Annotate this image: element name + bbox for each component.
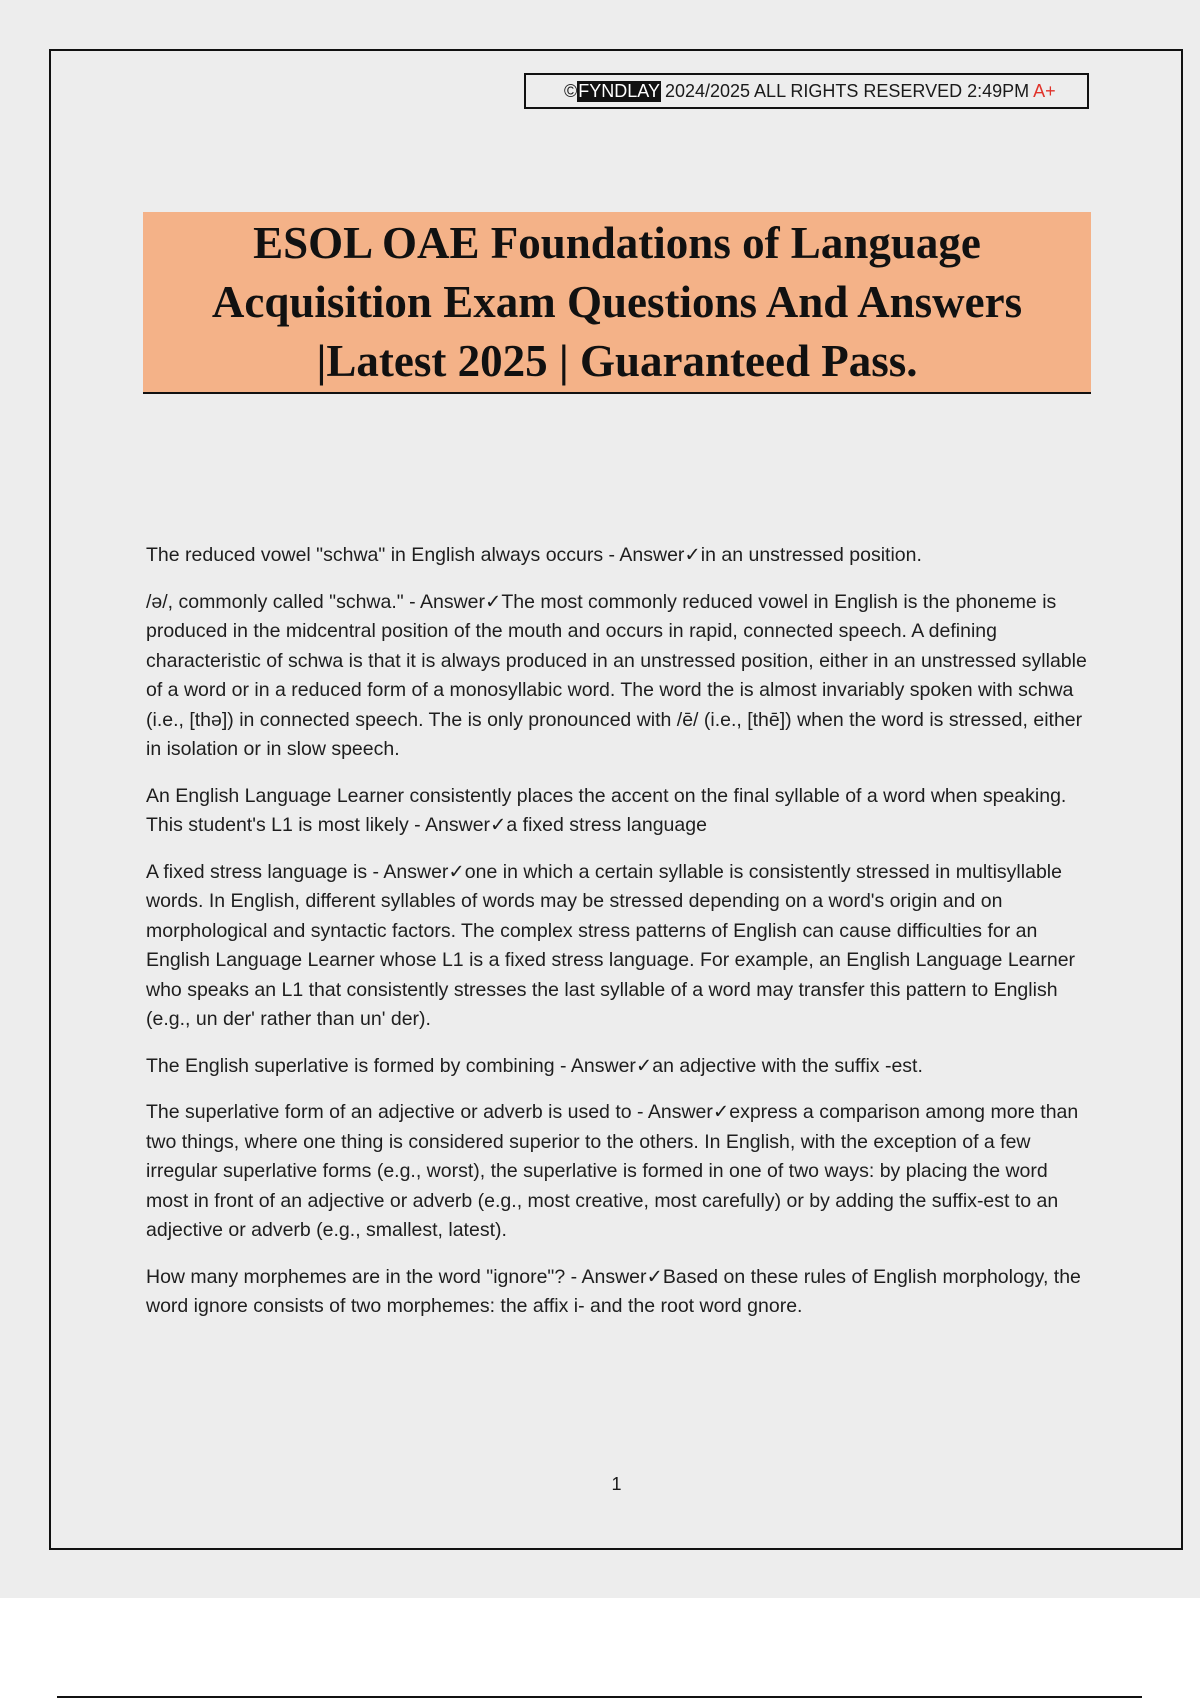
answer-marker: Answer✓	[581, 1265, 663, 1288]
answer-text: an adjective with the suffix -est.	[652, 1054, 923, 1077]
qa-item: /ə/, commonly called "schwa." - Answer✓The most commonly reduced vowel in English is the phoneme is produced in the midcentral position of the mouth and occurs in rapid, connected speech. A defining characteristic of schwa is that it is always produced in an unstressed position, either in an unstressed syllable of a word or in a reduced form of a monosyllabic word. The word the is almost invariably spoken with schwa (i.e., [thə]) in connected speech. The is only pronounced with /ē/ (i.e., [thē]) when the word is stressed, either in isolation or in slow speech.	[146, 590, 1087, 760]
answer-text: express a comparison among more than two things, where one thing is considered superior to the others. In English, with the exception of a few irregular superlative forms (e.g., worst), the superlative is formed in one of two ways: by placing the word most in front of an adjective or adverb (e.g., most creative, most carefully) or by adding the suffix-est to an adjective or adverb (e.g., smallest, latest).	[146, 1101, 1079, 1241]
question-text: A fixed stress language is	[146, 860, 368, 883]
qa-item: How many morphemes are in the word "ignore"? - Answer✓Based on these rules of English morphology, the word ignore consists of two morphemes: the affix i- and the root word gnore.	[146, 1265, 1081, 1317]
qa-item: An English Language Learner consistently places the accent on the final syllable of a word when speaking. This student's L1 is most likely - Answer✓a fixed stress language	[146, 784, 1067, 836]
qa-item: The English superlative is formed by combining - Answer✓an adjective with the suffix -est.	[146, 1054, 923, 1077]
page-title	[212, 214, 1022, 391]
brand-name: FYNDLAY	[578, 80, 660, 101]
next-page-divider	[57, 1696, 1142, 1698]
page-number: 1	[611, 1474, 622, 1494]
answer-text: a fixed stress language	[506, 814, 707, 836]
title-banner	[143, 212, 1091, 394]
qa-list	[146, 541, 1091, 1339]
answer-marker: Answer✓	[647, 1101, 730, 1123]
answer-marker: Answer✓	[619, 544, 701, 566]
title-line-3: |Latest 2025 | Guaranteed Pass.	[316, 335, 918, 386]
answer-text: The most commonly reduced vowel in English is the phoneme is produced in the midcentral position of the mouth and occurs in rapid, connected speech. A defining characteristic of schwa is that it is always produced in an unstressed position, either in an unstressed syllable of a word or in a reduced form of a monosyllabic word. The word the is almost invariably spoken with schwa (i.e., [thə]) in connected speech. The is only pronounced with /ē/ (i.e., [thē]) when the word is stressed, either in isolation or in slow speech.	[146, 590, 1087, 760]
qa-item: A fixed stress language is - Answer✓one in which a certain syllable is consistently stressed in multisyllable words. In English, different syllables of words may be stressed depending on a word's origin and on morphological and syntactic factors. The complex stress patterns of English can cause difficulties for an English Language Learner whose L1 is a fixed stress language. For example, an English Language Learner who speaks an L1 that consistently stresses the last syllable of a word may transfer this pattern to English (e.g., un der' rather than un' der).	[146, 860, 1076, 1030]
qa-item: The superlative form of an adjective or adverb is used to - Answer✓express a comparison among more than two things, where one thing is considered superior to the others. In English, with the exception of a few irregular superlative forms (e.g., worst), the superlative is formed in one of two ways: by placing the word most in front of an adjective or adverb (e.g., most creative, most carefully) or by adding the suffix-est to an adjective or adverb (e.g., smallest, latest).	[146, 1101, 1079, 1241]
answer-marker: Answer✓	[425, 814, 507, 836]
question-text: The reduced vowel "schwa" in English always occurs	[146, 544, 604, 566]
header-text: 2024/2025 ALL RIGHTS RESERVED 2:49PM	[664, 80, 1030, 101]
question-text: /ə/, commonly called "schwa."	[146, 590, 404, 613]
answer-marker: Answer✓	[383, 860, 465, 883]
answer-text: one in which a certain syllable is consistently stressed in multisyllable words. In English, different syllables of words may be stressed depending on a word's origin and on morphological and syntactic factors. The complex stress patterns of English can cause difficulties for an English Language Learner whose L1 is a fixed stress language. For example, an English Language Learner who speaks an L1 that consistently stresses the last syllable of a word may transfer this pattern to English (e.g., un der' rather than un' der).	[146, 860, 1076, 1030]
question-text: How many morphemes are in the word "ignore"?	[146, 1265, 566, 1288]
qa-item: The reduced vowel "schwa" in English always occurs - Answer✓in an unstressed position.	[146, 544, 922, 566]
title-line-2: Acquisition Exam Questions And Answers	[211, 276, 1023, 327]
answer-marker: Answer✓	[570, 1054, 653, 1077]
question-text: An English Language Learner consistently places the accent on the final syllable of a word when speaking. This student's L1 is most likely	[146, 784, 1067, 836]
answer-text: Based on these rules of English morphology, the word ignore consists of two morphemes: the affix i- and the root word gnore.	[146, 1265, 1081, 1317]
grade-badge: A+	[1033, 80, 1056, 101]
answer-text: in an unstressed position.	[700, 544, 922, 566]
question-text: The superlative form of an adjective or adverb is used to	[146, 1101, 632, 1123]
copyright-symbol: ©	[564, 80, 578, 101]
title-line-1: ESOL OAE Foundations of Language	[253, 217, 981, 268]
copyright-header	[524, 73, 1089, 109]
question-text: The English superlative is formed by combining	[146, 1054, 555, 1077]
answer-marker: Answer✓	[419, 590, 502, 613]
